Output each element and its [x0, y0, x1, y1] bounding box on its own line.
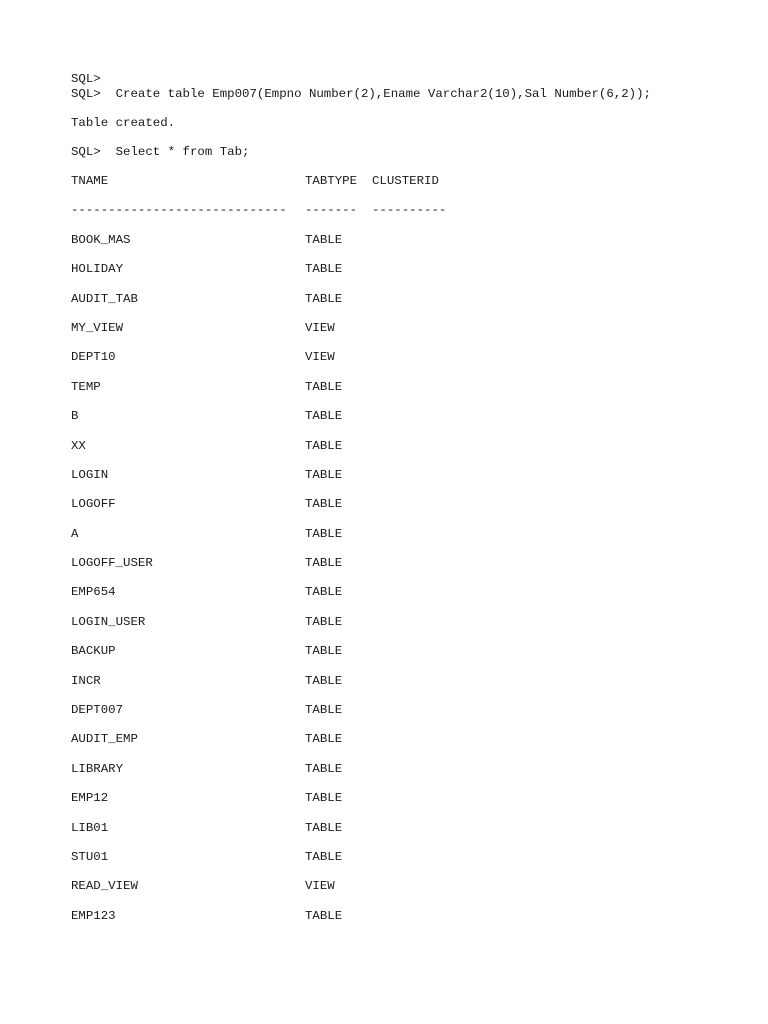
row-tabtype: TABLE [305, 409, 343, 424]
row-tabtype: TABLE [305, 849, 343, 864]
row-tname: READ_VIEW [71, 879, 138, 894]
create-result-message: Table created. [71, 116, 176, 130]
row-tabtype: TABLE [305, 438, 343, 453]
header-tabtype: TABTYPE [305, 174, 358, 188]
row-tname: LIB01 [71, 820, 109, 835]
row-tname: B [71, 409, 79, 424]
row-tabtype: TABLE [305, 232, 343, 247]
select-command: SQL> Select * from Tab; [71, 145, 250, 159]
table-row [71, 350, 651, 365]
row-tname: LIBRARY [71, 761, 124, 776]
header-tname: TNAME [71, 174, 109, 188]
table-row [71, 762, 651, 777]
row-tname: LOGOFF_USER [71, 556, 153, 571]
row-tabtype: TABLE [305, 791, 343, 806]
table-row [71, 321, 651, 336]
row-tabtype: TABLE [305, 526, 343, 541]
row-tabtype: TABLE [305, 497, 343, 512]
row-tname: LOGIN [71, 467, 109, 482]
table-row [71, 821, 651, 836]
table-row [71, 556, 651, 571]
table-row [71, 850, 651, 865]
table-row [71, 879, 651, 894]
separator-tabtype: ------- [305, 203, 358, 218]
row-tname: BOOK_MAS [71, 232, 131, 247]
row-tname: EMP12 [71, 791, 109, 806]
row-tname: XX [71, 438, 86, 453]
row-tname: EMP654 [71, 585, 116, 600]
row-tname: MY_VIEW [71, 320, 124, 335]
row-tname: INCR [71, 673, 101, 688]
row-tabtype: TABLE [305, 379, 343, 394]
create-table-command: SQL> Create table Emp007(Empno Number(2),Ename Varchar2(10),Sal Number(6,2)); [71, 87, 651, 101]
row-tname: EMP123 [71, 908, 116, 923]
table-row [71, 703, 651, 718]
table-row [71, 585, 651, 600]
row-tname: AUDIT_TAB [71, 291, 138, 306]
table-row [71, 909, 651, 924]
row-tabtype: VIEW [305, 350, 335, 365]
row-tabtype: TABLE [305, 585, 343, 600]
row-tabtype: VIEW [305, 879, 335, 894]
table-row [71, 439, 651, 454]
sql-console-output [71, 72, 651, 924]
table-row [71, 262, 651, 277]
row-tname: STU01 [71, 849, 109, 864]
row-tabtype: TABLE [305, 614, 343, 629]
table-row [71, 233, 651, 248]
row-tabtype: TABLE [305, 556, 343, 571]
table-row [71, 615, 651, 630]
separator-tname: ----------------------------- [71, 203, 287, 218]
result-rows [71, 233, 651, 924]
row-tname: TEMP [71, 379, 101, 394]
row-tname: LOGIN_USER [71, 614, 146, 629]
row-tabtype: VIEW [305, 320, 335, 335]
table-row [71, 527, 651, 542]
table-row [71, 380, 651, 395]
row-tabtype: TABLE [305, 673, 343, 688]
row-tabtype: TABLE [305, 703, 343, 718]
row-tabtype: TABLE [305, 908, 343, 923]
table-row [71, 468, 651, 483]
result-separator-row [71, 203, 651, 218]
table-row [71, 791, 651, 806]
result-header-row [71, 174, 651, 189]
table-row [71, 674, 651, 689]
table-row [71, 409, 651, 424]
row-tname: DEPT10 [71, 350, 116, 365]
header-clusterid: CLUSTERID [372, 174, 439, 188]
table-row [71, 644, 651, 659]
row-tabtype: TABLE [305, 467, 343, 482]
row-tabtype: TABLE [305, 820, 343, 835]
row-tname: A [71, 526, 79, 541]
table-row [71, 497, 651, 512]
row-tname: AUDIT_EMP [71, 732, 138, 747]
separator-clusterid: ---------- [372, 203, 447, 218]
row-tabtype: TABLE [305, 761, 343, 776]
row-tname: DEPT007 [71, 703, 124, 718]
row-tabtype: TABLE [305, 262, 343, 277]
table-row [71, 292, 651, 307]
row-tabtype: TABLE [305, 644, 343, 659]
sql-prompt-line: SQL> [71, 72, 101, 86]
row-tname: BACKUP [71, 644, 116, 659]
row-tabtype: TABLE [305, 732, 343, 747]
row-tabtype: TABLE [305, 291, 343, 306]
row-tname: LOGOFF [71, 497, 116, 512]
row-tname: HOLIDAY [71, 262, 124, 277]
table-row [71, 732, 651, 747]
